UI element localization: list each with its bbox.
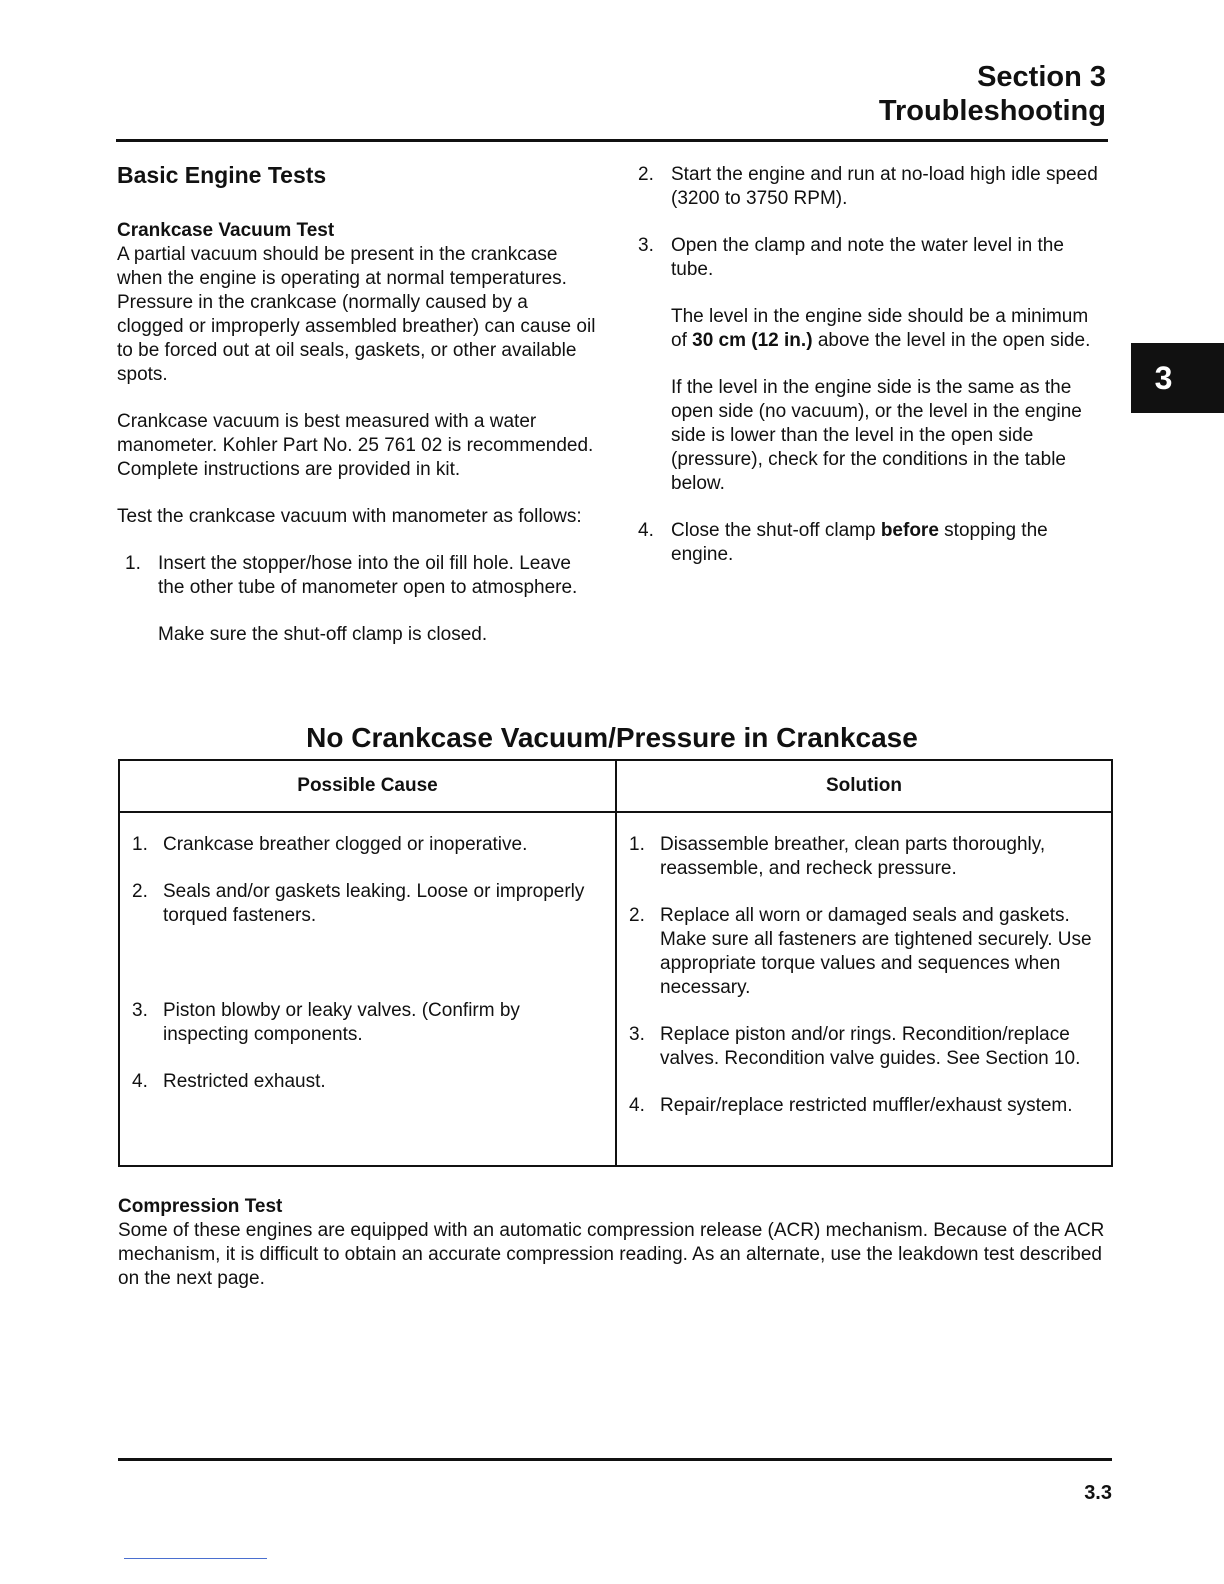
compression-test-text: Some of these engines are equipped with an automatic compression release (ACR) mechanism. Because of the ACR mechanism, it is difficult to obtain an accurate compression reading. As an alternate, use the leakdown test described on the next page.: [118, 1220, 1105, 1289]
step-4-post: stopping the engine.: [671, 520, 1048, 565]
solution-text: Replace piston and/or rings. Recondition/replace valves. Recondition valve guides. See Section 10.: [660, 1024, 1081, 1069]
step-3: [638, 234, 1108, 496]
cause-item-1: [132, 833, 609, 857]
causes-cell: [119, 812, 616, 1166]
step-2-text: Start the engine and run at no-load high idle speed (3200 to 3750 RPM).: [671, 164, 1098, 209]
solution-number: 3.: [629, 1024, 645, 1045]
step-4-pre: Close the shut-off clamp: [671, 520, 876, 541]
note-minimum-pre: The level in the engine side should be a minimum of: [671, 306, 1089, 351]
header-rule: [116, 139, 1108, 142]
step-1-number: 1.: [125, 553, 141, 574]
cause-number: 1.: [132, 834, 148, 855]
right-column: [638, 163, 1108, 567]
footer-link-underline: [124, 1558, 267, 1559]
solution-item-3: [629, 1023, 1105, 1071]
step-4-text: [671, 519, 1108, 567]
step-1: [125, 552, 597, 647]
manometer-paragraph: Crankcase vacuum is best measured with a water manometer. Kohler Part No. 25 761 02 is recommended. Complete instructions are provided in kit.: [117, 411, 594, 480]
solution-number: 4.: [629, 1095, 645, 1116]
solution-text: Disassemble breather, clean parts thoroughly, reassemble, and recheck pressure.: [660, 834, 1046, 879]
solution-number: 2.: [629, 905, 645, 926]
solution-text: Replace all worn or damaged seals and gaskets. Make sure all fasteners are tightened securely. Use appropriate torque values and sequences when necessary.: [660, 905, 1092, 998]
step-2-number: 2.: [638, 164, 654, 185]
intro-paragraph: A partial vacuum should be present in the crankcase when the engine is operating at normal temperatures. Pressure in the crankcase (normally caused by a clogged or improperly assembled breather) can cause oil to be forced out at oil seals, gaskets, or other available spots.: [117, 244, 596, 385]
cause-number: 4.: [132, 1071, 148, 1092]
solution-item-2: [629, 904, 1105, 1000]
step-1-note: Make sure the shut-off clamp is closed.: [158, 624, 488, 645]
basic-engine-tests-heading: Basic Engine Tests: [117, 162, 327, 188]
crankcase-vacuum-test-heading: Crankcase Vacuum Test: [117, 220, 335, 241]
note-minimum-value: 30 cm (12 in.): [692, 330, 813, 351]
step-4-number: 4.: [638, 520, 654, 541]
compression-section: [118, 1195, 1108, 1291]
cause-item-3: [132, 999, 609, 1047]
step-1-text: Insert the stopper/hose into the oil fill hole. Leave the other tube of manometer open to atmosphere.: [158, 553, 578, 598]
section-tab-marker: [1131, 343, 1224, 413]
solution-text: Repair/replace restricted muffler/exhaust system.: [660, 1095, 1073, 1116]
step-4-bold: before: [880, 520, 939, 541]
step-4: [638, 519, 1108, 567]
compression-test-heading: Compression Test: [118, 1196, 283, 1217]
solutions-cell: [616, 812, 1112, 1166]
step-2: [638, 163, 1108, 211]
table-row: [119, 812, 1112, 1166]
note-minimum-post: above the level in the open side.: [817, 330, 1091, 351]
cause-number: 2.: [132, 881, 148, 902]
cause-item-2: [132, 880, 609, 928]
test-instructions-paragraph: Test the crankcase vacuum with manometer as follows:: [117, 506, 582, 527]
section-title: Troubleshooting: [878, 95, 1106, 127]
cause-text: Crankcase breather clogged or inoperative.: [163, 834, 528, 855]
cause-number: 3.: [132, 1000, 148, 1021]
solution-header: Solution: [616, 760, 1112, 812]
table-title: No Crankcase Vacuum/Pressure in Crankcase: [306, 722, 918, 753]
cause-text: Piston blowby or leaky valves. (Confirm by inspecting components.: [163, 1000, 520, 1045]
table-header-row: [119, 760, 1112, 812]
cause-text: Seals and/or gaskets leaking. Loose or improperly torqued fasteners.: [163, 881, 585, 926]
left-column: [117, 161, 597, 647]
cause-text: Restricted exhaust.: [163, 1071, 326, 1092]
step-3-note-conditions: If the level in the engine side is the same as the open side (no vacuum), or the level in the engine side is lower than the level in the open side (pressure), check for the conditions in the table below.: [671, 377, 1082, 494]
troubleshooting-table: [118, 759, 1113, 1167]
page-number: 3.3: [1084, 1482, 1112, 1504]
solution-number: 1.: [629, 834, 645, 855]
step-3-note-minimum: [671, 305, 1108, 353]
footer-rule: [118, 1458, 1112, 1461]
solution-item-1: [629, 833, 1105, 881]
step-3-text: Open the clamp and note the water level in the tube.: [671, 235, 1064, 280]
step-3-number: 3.: [638, 235, 654, 256]
section-tab-number: 3: [1154, 359, 1173, 396]
solution-item-4: [629, 1094, 1105, 1118]
section-label: Section 3: [977, 61, 1106, 93]
possible-cause-header: Possible Cause: [119, 760, 616, 812]
cause-item-4: [132, 1070, 609, 1094]
section-header: [879, 60, 1106, 128]
